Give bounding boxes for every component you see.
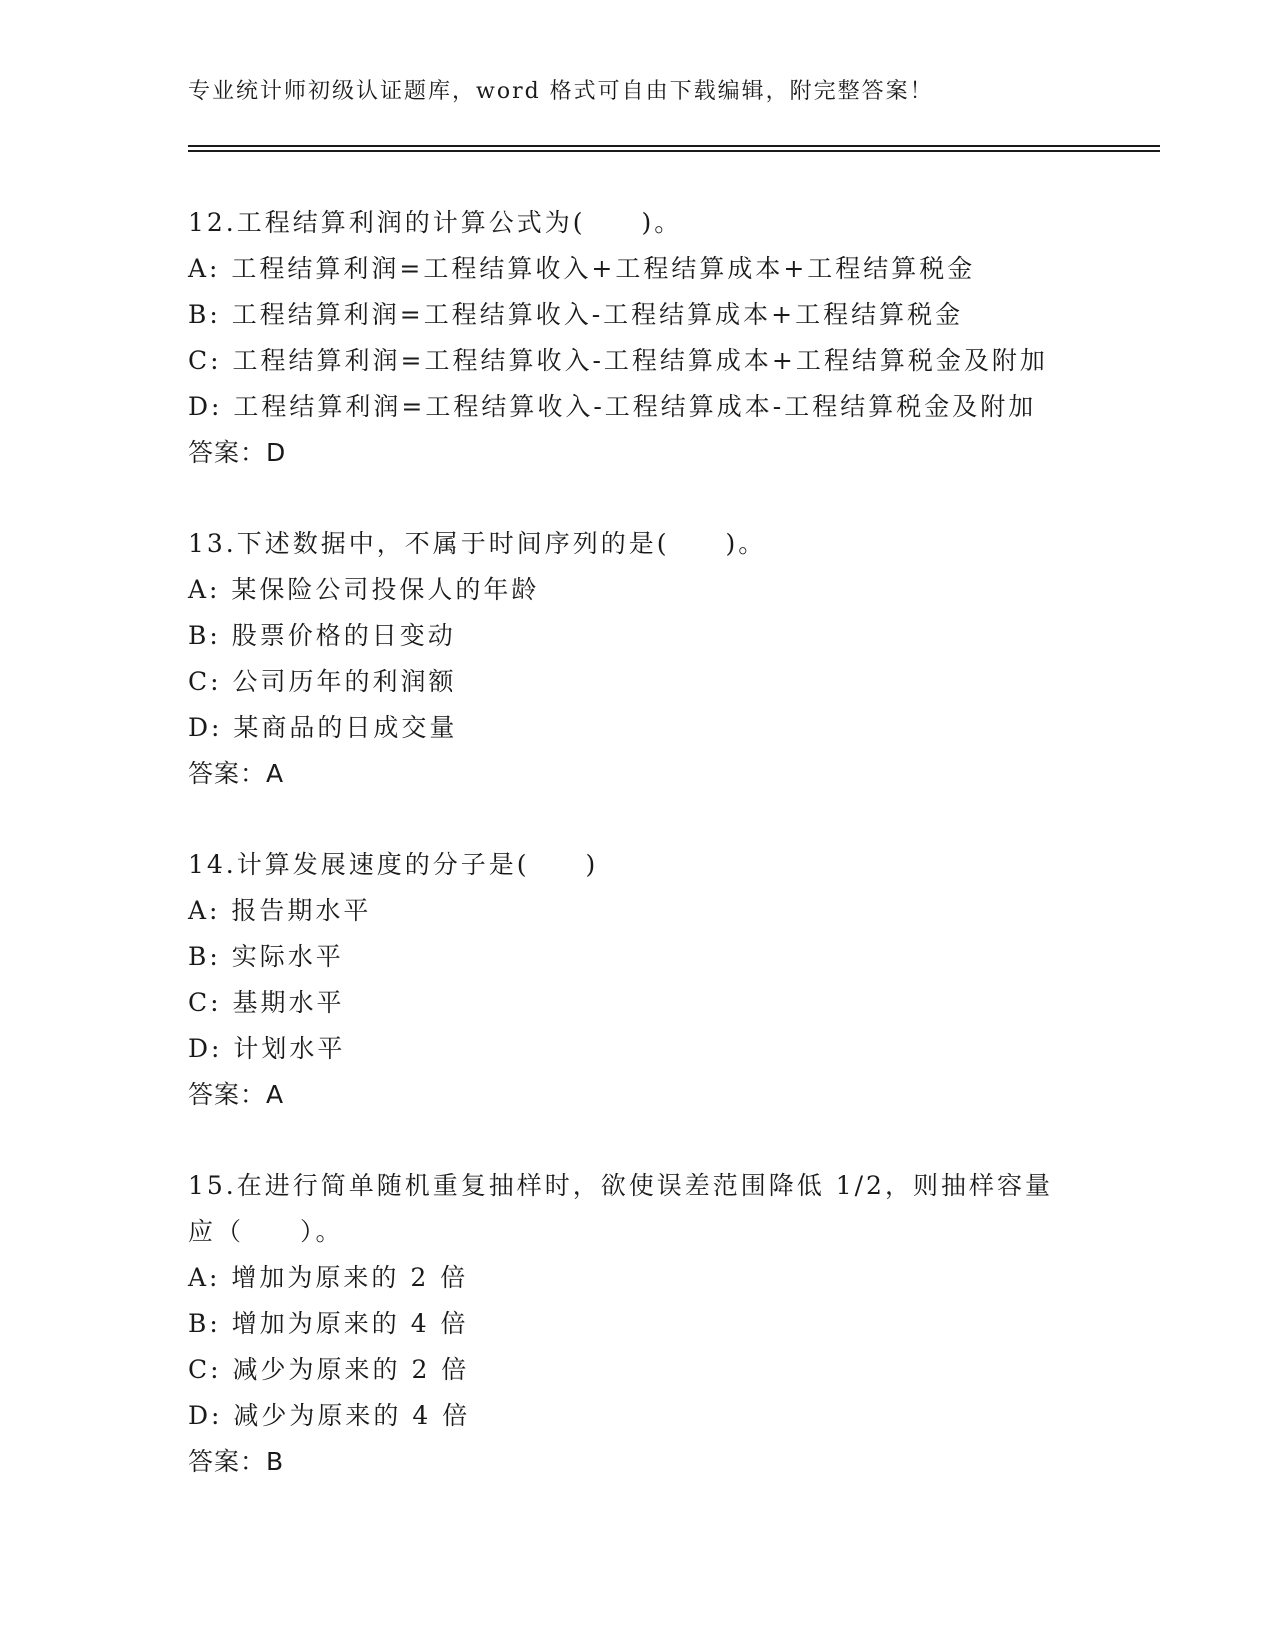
option-b: B: 实际水平 (188, 942, 344, 971)
option-d: D: 某商品的日成交量 (188, 713, 458, 742)
header-rule-bottom (188, 150, 1160, 152)
option-b: B: 股票价格的日变动 (188, 621, 456, 650)
option-d: D: 工程结算利润=工程结算收入-工程结算成本-工程结算税金及附加 (188, 392, 1037, 421)
answer: 答案：D (188, 438, 287, 467)
option-a: A: 工程结算利润=工程结算收入+工程结算成本+工程结算税金 (188, 254, 976, 283)
page-header: 专业统计师初级认证题库，word 格式可自由下载编辑，附完整答案！ (188, 79, 934, 104)
question-13 (188, 521, 1088, 797)
question-stem: 14.计算发展速度的分子是( ) (188, 850, 599, 879)
answer: 答案：B (188, 1447, 285, 1476)
question-stem: 15.在进行简单随机重复抽样时，欲使误差范围降低 1/2，则抽样容量 (188, 1171, 1053, 1200)
question-14 (188, 842, 1088, 1118)
question-15 (188, 1163, 1088, 1485)
option-c: C: 公司历年的利润额 (188, 667, 457, 696)
question-stem: 13.下述数据中，不属于时间序列的是( )。 (188, 529, 767, 558)
option-d: D: 计划水平 (188, 1034, 346, 1063)
answer: 答案：A (188, 1080, 285, 1109)
option-c: C: 工程结算利润=工程结算收入-工程结算成本+工程结算税金及附加 (188, 346, 1048, 375)
option-c: C: 基期水平 (188, 988, 345, 1017)
option-b: B: 增加为原来的 4 倍 (188, 1309, 469, 1338)
header-rule-top (188, 145, 1160, 147)
question-stem: 12.工程结算利润的计算公式为( )。 (188, 208, 683, 237)
question-12 (188, 200, 1088, 476)
question-stem-continued: 应（ ）。 (188, 1217, 344, 1246)
answer: 答案：A (188, 759, 285, 788)
option-a: A: 报告期水平 (188, 896, 372, 925)
option-c: C: 减少为原来的 2 倍 (188, 1355, 470, 1384)
option-d: D: 减少为原来的 4 倍 (188, 1401, 471, 1430)
option-a: A: 增加为原来的 2 倍 (188, 1263, 469, 1292)
option-b: B: 工程结算利润=工程结算收入-工程结算成本+工程结算税金 (188, 300, 964, 329)
option-a: A: 某保险公司投保人的年龄 (188, 575, 540, 604)
